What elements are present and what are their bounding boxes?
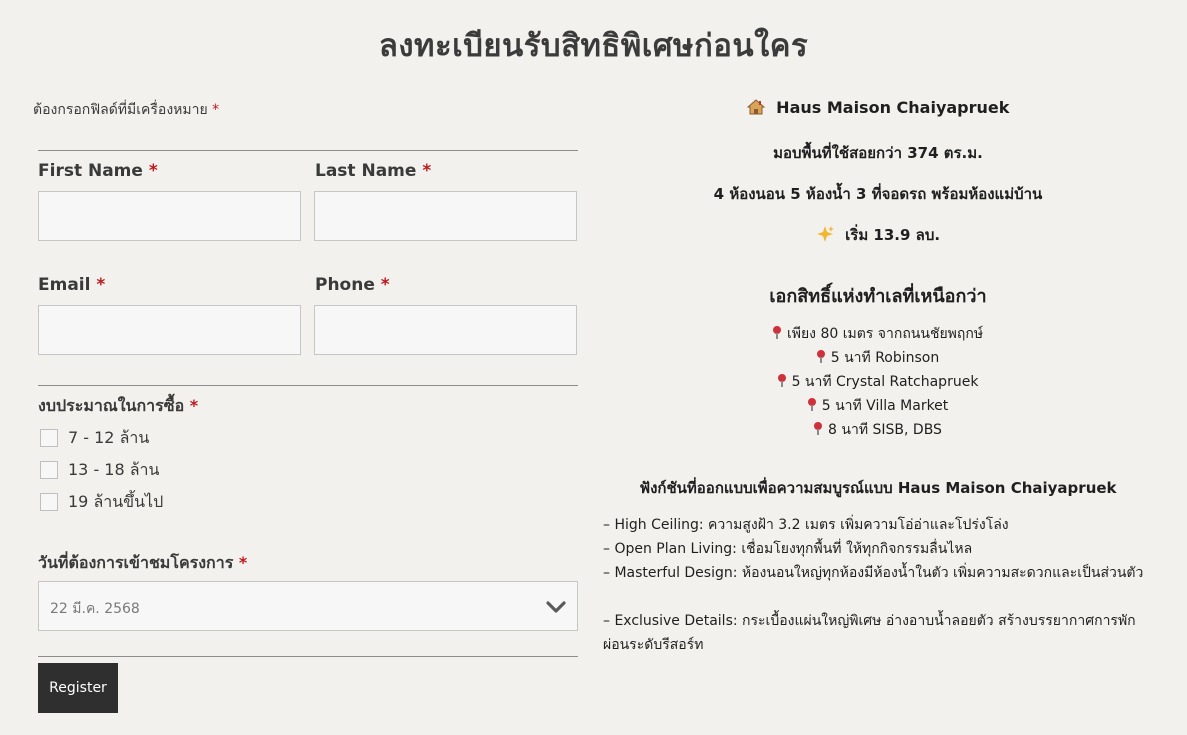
first-name-label-text: First Name: [38, 161, 143, 181]
required-asterisk: *: [380, 275, 390, 295]
first-name-input[interactable]: [38, 191, 301, 241]
last-name-input[interactable]: [314, 191, 577, 241]
feature-item: – Masterful Design: ห้องนอนใหญ่ทุกห้องมีห้องน้ำในตัว เพิ่มความสะดวกและเป็นส่วนตัว: [603, 565, 1144, 581]
project-name-line: [598, 98, 1158, 117]
location-text: 5 นาที Robinson: [830, 350, 940, 366]
required-asterisk: *: [148, 161, 158, 181]
email-label: [38, 275, 105, 295]
page-title: ลงทะเบียนรับสิทธิพิเศษก่อนใคร: [378, 28, 809, 64]
map-pin-icon: [808, 398, 816, 411]
checkbox[interactable]: [40, 429, 58, 447]
location-item: [598, 323, 1158, 345]
price-line: [598, 223, 1158, 247]
location-text: เพียง 80 เมตร จากถนนชัยพฤกษ์: [786, 326, 984, 342]
map-pin-icon: [814, 422, 822, 435]
required-asterisk: *: [238, 553, 248, 572]
budget-option-label: 19 ล้านขึ้นไป: [68, 491, 164, 511]
chevron-down-icon: [545, 596, 567, 618]
required-asterisk: *: [422, 161, 432, 181]
feature-item: – Open Plan Living: เชื่อมโยงทุกพื้นที่ ให้ทุกกิจกรรมลื่นไหล: [603, 541, 973, 557]
location-item: [598, 347, 1158, 369]
checkbox[interactable]: [40, 461, 58, 479]
visit-date-select[interactable]: [38, 581, 578, 631]
budget-option-3[interactable]: [40, 492, 163, 512]
budget-label-text: งบประมาณในการซื้อ: [38, 396, 185, 415]
location-text: 5 นาที Villa Market: [821, 398, 949, 414]
location-text: 5 นาที Crystal Ratchapruek: [791, 374, 979, 390]
divider: [38, 150, 578, 151]
location-text: 8 นาที SISB, DBS: [828, 422, 942, 438]
price-text: เริ่ม 13.9 ลบ.: [845, 226, 941, 244]
area-text: มอบพื้นที่ใช้สอยกว่า 374 ตร.ม.: [773, 144, 983, 162]
location-item: [598, 419, 1158, 441]
phone-input[interactable]: [314, 305, 577, 355]
required-asterisk: *: [189, 396, 199, 415]
phone-label-text: Phone: [315, 275, 375, 295]
rooms-text: 4 ห้องนอน 5 ห้องน้ำ 3 ที่จอดรถ พร้อมห้องแม่บ้าน: [713, 185, 1043, 203]
sparkles-icon: [816, 225, 834, 243]
location-heading: เอกสิทธิ์แห่งทำเลที่เหนือกว่า: [769, 286, 987, 307]
last-name-label: [315, 161, 431, 181]
required-note-text: ต้องกรอกฟิลด์ที่มีเครื่องหมาย: [33, 102, 208, 118]
email-label-text: Email: [38, 275, 91, 295]
budget-option-label: 7 - 12 ล้าน: [68, 427, 150, 447]
visit-date-label-text: วันที่ต้องการเข้าชมโครงการ: [38, 553, 234, 572]
visit-date-label: [38, 551, 247, 576]
last-name-label-text: Last Name: [315, 161, 417, 181]
map-pin-icon: [817, 350, 825, 363]
divider: [38, 385, 578, 386]
required-asterisk: *: [96, 275, 106, 295]
visit-date-value: 22 มี.ค. 2568: [50, 601, 140, 617]
location-item: [598, 371, 1158, 393]
first-name-label: [38, 161, 158, 181]
phone-label: [315, 275, 390, 295]
budget-option-1[interactable]: [40, 428, 149, 448]
divider: [38, 656, 578, 657]
register-button[interactable]: Register: [38, 663, 118, 713]
map-pin-icon: [773, 326, 781, 339]
project-name: Haus Maison Chaiyapruek: [776, 98, 1010, 117]
budget-option-2[interactable]: [40, 460, 159, 480]
checkbox[interactable]: [40, 493, 58, 511]
budget-label: [38, 394, 198, 419]
house-icon: [747, 99, 765, 115]
email-input[interactable]: [38, 305, 301, 355]
required-asterisk: *: [212, 102, 220, 118]
budget-option-label: 13 - 18 ล้าน: [68, 459, 160, 479]
features-heading: ฟังก์ชันที่ออกแบบเพื่อความสมบูรณ์แบบ Haus Maison Chaiyapruek: [639, 479, 1117, 497]
map-pin-icon: [778, 374, 786, 387]
feature-item: – High Ceiling: ความสูงฝ้า 3.2 เมตร เพิ่มความโอ่อ่าและโปร่งโล่ง: [603, 517, 1009, 533]
required-note: [33, 99, 219, 121]
location-item: [598, 395, 1158, 417]
feature-item: – Exclusive Details: กระเบื้องแผ่นใหญ่พิเศษ อ่างอาบน้ำลอยตัว สร้างบรรยากาศการพักผ่อนระดับรีสอร์ท: [603, 613, 1136, 653]
